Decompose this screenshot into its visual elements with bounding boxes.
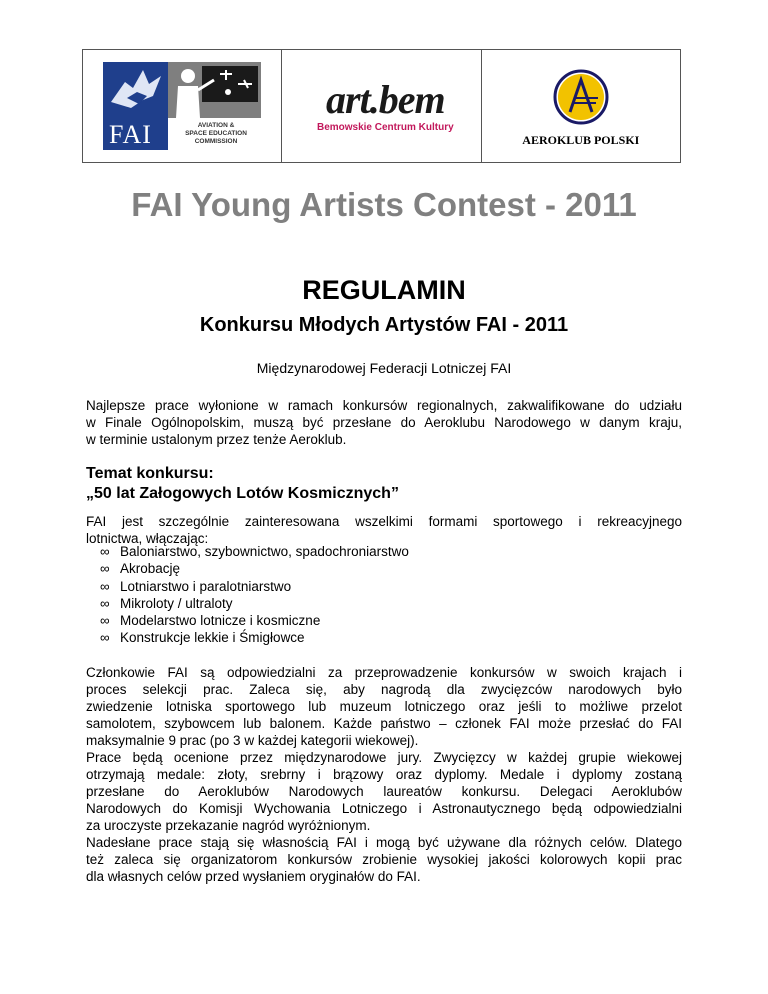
- rules-line: proces selekcji prac. Zaleca się, aby nagrodą dla zwycięzców narodowych było: [86, 682, 682, 697]
- fai-ased-logo: [103, 62, 261, 150]
- contest-title: FAI Young Artists Contest - 2011: [131, 186, 637, 223]
- aeroklub-name: AEROKLUB POLSKI: [522, 133, 640, 147]
- rules-line: Nadesłane prace stają się własnością FAI i mogą być używane dla różnych celów. Dlatego: [86, 835, 682, 850]
- fai-mark: FAI: [109, 120, 152, 149]
- list-item: ∞ Lotniarstwo i paralotniarstwo: [86, 578, 409, 595]
- aeroklub-emblem-icon: [552, 68, 610, 126]
- intro-paragraph: [86, 397, 682, 448]
- organization-line: Międzynarodowej Federacji Lotniczej FAI: [256, 360, 512, 376]
- artbem-logo: [310, 77, 460, 133]
- eagle-icon: [103, 62, 168, 118]
- rules-line: dla własnych celów przed wysłaniem oryginałów do FAI.: [86, 869, 421, 884]
- contest-topic: [86, 464, 686, 504]
- rules-line: otrzymają medale: złoty, srebrny i brązowy oraz dyplomy. Medale i dyplomy zostaną: [86, 767, 682, 782]
- intro-line: w Finale Ogólnopolskim, muszą być przesłane do Aeroklubu Narodowego w danym kraju,: [86, 415, 682, 430]
- interest-line: FAI jest szczególnie zainteresowana wszelkimi formami sportowego i rekreacyjnego: [86, 514, 682, 529]
- artbem-subtitle: Bemowskie Centrum Kultury: [316, 122, 454, 133]
- rules-line: samolotem, szybowcem lub balonem. Każde państwo – członek FAI może przesłać do FAI: [86, 716, 682, 731]
- fai-logo-grey-panel: [168, 62, 261, 118]
- rules-line: Narodowych do Komisji Wychowania Lotniczego i Astronautycznego będą odpowiedzialni: [86, 801, 682, 816]
- topic-title: „50 lat Załogowych Lotów Kosmicznych”: [86, 485, 399, 502]
- artbem-name: art.bem: [326, 77, 445, 122]
- rules-line: maksymalnie 9 prac (po 3 w każdej kategorii wiekowej).: [86, 733, 419, 748]
- interest-line: lotnictwa, włączając:: [86, 531, 209, 546]
- rules-line: zwiedzenie lotniska sportowego lub muzeum lotniczego oraz jeśli to możliwe przelot: [86, 699, 682, 714]
- sport-categories-list: [86, 543, 409, 647]
- artbem-logo-cell: [282, 50, 481, 162]
- contest-subheading: Konkursu Młodych Artystów FAI - 2011: [199, 314, 569, 336]
- rules-line: przesłane do Aeroklubów Narodowych laureatów konkursu. Delegaci Aeroklubów: [86, 784, 682, 799]
- rules-line: Prace będą ocenione przez międzynarodowe jury. Zwycięzcy w każdej grupie wiekowej: [86, 750, 682, 765]
- list-item: ∞ Mikroloty / ultraloty: [86, 595, 409, 612]
- rules-paragraph: [86, 664, 682, 885]
- fai-logo-cell: [83, 50, 282, 162]
- teacher-blackboard-icon: [168, 62, 261, 118]
- topic-label: Temat konkursu:: [86, 465, 214, 482]
- rules-line: też zaleca się organizatorom konkursów zrobienie wysokiej jakości kolorowych kopii prac: [86, 852, 682, 867]
- list-item: ∞ Konstrukcje lekkie i Śmigłowce: [86, 629, 409, 646]
- intro-line: w terminie ustalonym przez tenże Aeroklub.: [86, 432, 347, 447]
- logo-header: [82, 49, 681, 163]
- intro-line: Najlepsze prace wyłonione w ramach konkursów regionalnych, zakwalifikowane do udziału: [86, 398, 682, 413]
- rules-line: Członkowie FAI są odpowiedzialni za przeprowadzenie konkursów w swoich krajach i: [86, 665, 682, 680]
- interest-paragraph: [86, 513, 682, 547]
- fai-commission-text: AVIATION & SPACE EDUCATION COMMISSION: [185, 122, 247, 145]
- list-item: ∞ Modelarstwo lotnicze i kosmiczne: [86, 612, 409, 629]
- regulations-heading: REGULAMIN: [302, 275, 466, 305]
- rules-line: za uroczyste przekazanie nagród wyróżnionym.: [86, 818, 371, 833]
- aeroklub-logo-cell: [482, 50, 680, 162]
- list-item: ∞ Akrobację: [86, 560, 409, 577]
- list-item: ∞ Baloniarstwo, szybownictwo, spadochroniarstwo: [86, 543, 409, 560]
